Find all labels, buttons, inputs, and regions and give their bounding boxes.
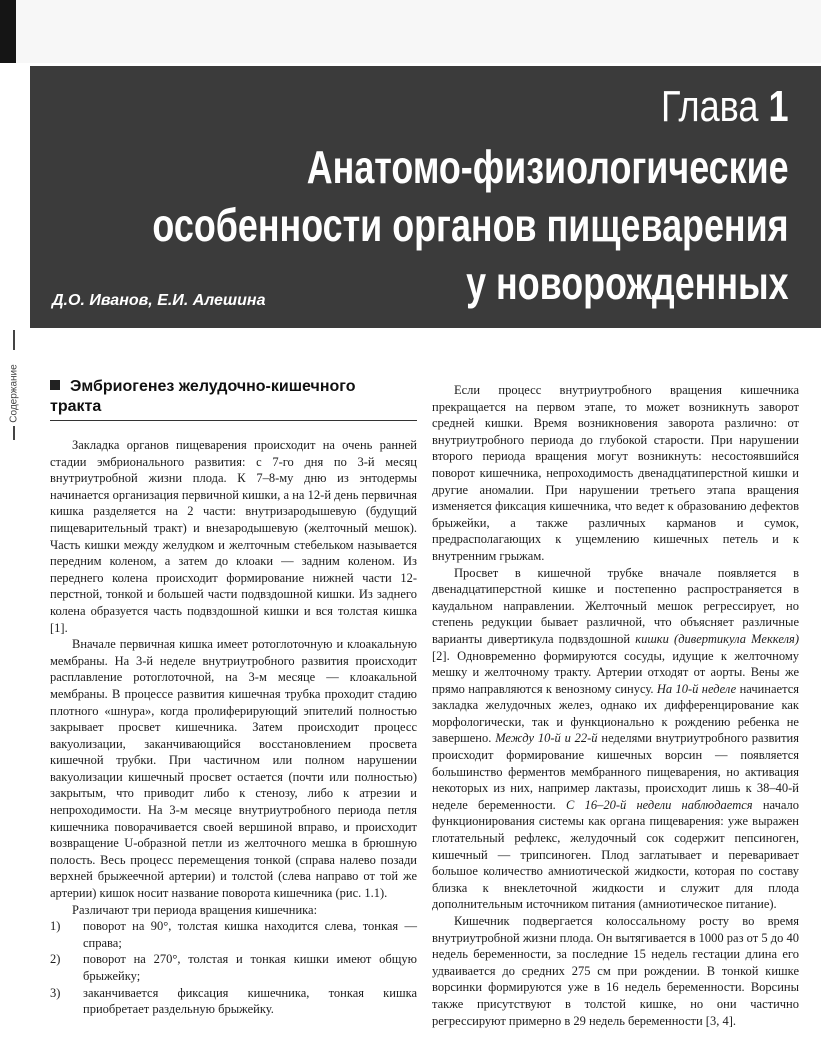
text-run: [2]. Одновременно формируются сосуды, идущие к желточному мешку и желточному тракту. Артерии отходят от аорты. Вены же прямо направляются к венозному синусу. bbox=[432, 648, 799, 696]
list-text: поворот на 90°, толстая кишка находится слева, тонкая — справа; bbox=[83, 919, 417, 950]
side-tab-marker bbox=[13, 330, 15, 350]
chapter-word: Глава bbox=[661, 82, 759, 131]
list-text: заканчивается фиксация кишечника, тонкая кишка приобретает раздельную брыжейку. bbox=[83, 985, 417, 1017]
text-run: Просвет в кишечной трубке вначале появляется в двенадцатиперстной кишке и постепенно распространяется в каудальном направлении. Желточный мешок регрессирует, но степень редукции бывает различной, что объясняет различные варианты дивертикула подвздошной bbox=[432, 565, 799, 646]
list-item bbox=[50, 985, 417, 1018]
side-tab-marker bbox=[13, 426, 15, 440]
chapter-title-line: Анатомо-физиологические bbox=[307, 141, 789, 193]
list-text: поворот на 270°, толстая и тонкая кишки имеют общую брыжейку; bbox=[83, 952, 417, 983]
section-heading bbox=[50, 377, 417, 417]
section-title-line: тракта bbox=[50, 398, 102, 415]
list-number: 2) bbox=[50, 952, 61, 967]
chapter-title bbox=[153, 138, 789, 312]
chapter-label bbox=[661, 82, 789, 132]
paragraph bbox=[432, 565, 799, 913]
rotation-periods-list bbox=[50, 918, 417, 1018]
right-column bbox=[432, 382, 799, 1029]
list-number: 1) bbox=[50, 919, 61, 934]
page-top-margin bbox=[0, 0, 821, 63]
authors: Д.О. Иванов, Е.И. Алешина bbox=[52, 292, 266, 309]
contents-side-tab[interactable] bbox=[8, 330, 20, 440]
section-title-line: Эмбриогенез желудочно-кишечного bbox=[70, 378, 356, 395]
paragraph: Закладка органов пищеварения происходит на очень ранней стадии эмбрионального развития: с 7-го дня по 3-й месяц внутриутробной жизни плода. К 7–8-му дню из энтодермы начинается организация первичной кишки, а на 12-й день первичная кишка разделяется на 2 части: внутризародышевую (будущий пищеварительный тракт) и внезародышевую (желточный мешок). Часть кишки между желудком и желточным стебельком называется передним коленом, а затем до клоаки — задним коленом. Из переднего колена происходит формирование нижней части 12-перстной, тонкой и большей части подвздошной кишки. Из заднего колена образуется часть подвздошной кишки и вся толстая кишка [1]. bbox=[50, 438, 417, 635]
text-run: начало функционирования системы как органа пищеварения: уже выражен глотательный рефлекс, желудочный сок содержит пепсиноген, кишечный — трипсиноген. Плод заглатывает и переваривает большое количество амниотической жидкости, которая по составу близка к внеклеточной жидкости и служит для плода дополнительным источником питания (амниотическое питание). bbox=[432, 797, 799, 912]
paragraph: Если процесс внутриутробного вращения кишечника прекращается на первом этапе, то может возникнуть заворот средней кишки. Время возникновения заворота различно: от внутриутробного периода до глубокой старости. При нарушении второго периода вращения могут возникнуть: несостоявшийся поворот кишечника, непроходимость двенадцатиперстной кишки и другие аномалии. При нарушении третьего этапа вращения изменяется фиксация кишечника, что ведет к образованию дефектов брыжейки, а также различных карманов и сумок, предрасполагающих к ущемлению кишечных петель и к внутренним грыжам. bbox=[432, 383, 799, 563]
text-run: начинается закладка желудочных желез, однако их дифференцирование как морфологически, так и функционально к рождению ребенка не завершено. bbox=[432, 681, 799, 746]
italic-run: Между 10-й и 22-й bbox=[495, 731, 598, 746]
list-intro: Различают три периода вращения кишечника: bbox=[72, 902, 318, 917]
contents-link[interactable]: Содержание bbox=[8, 364, 20, 423]
left-column bbox=[50, 437, 417, 1018]
list-number: 3) bbox=[50, 985, 61, 1000]
chapter-title-line: у новорожденных bbox=[466, 257, 789, 309]
italic-run: С 16–20-й недели наблюдается bbox=[566, 797, 753, 812]
list-item bbox=[50, 918, 417, 951]
list-item bbox=[50, 951, 417, 984]
paragraph: Вначале первичная кишка имеет ротоглоточную и клоакальную мембраны. На 3-й неделе внутриутробного развития происходит расплавление ротоглоточной, на 3-м месяце — клоакальной мембраны. В процессе развития кишечная трубка проходит стадию плотного «шнура», когда пролиферирующий эпителий полностью закрывает просвет кишечника. Затем происходит процесс вакуолизации, заканчивающийся восстановлением просвета кишечной трубки. При частичном или полном нарушении вакуолизации кишечный просвет остается (почти или полностью) закрытым, что приводит либо к стенозу, либо к атрезии и непроходимости. На 3-м месяце внутриутробного периода петля кишечника поворачивается своей вершиной вправо, и происходит возвращение U-образной петли из желточного мешка в брюшную полость. Весь процесс перемещения тонкой (справа налево позади верхней брыжеечной артерии) и толстой (слева направо от той же артерии) кишок носит название поворота кишечника (рис. 1.1). bbox=[50, 637, 417, 901]
section-rule bbox=[50, 420, 417, 421]
italic-run: кишки (дивертикула Меккеля) bbox=[635, 631, 799, 646]
italic-run: На 10-й неделе bbox=[656, 681, 737, 696]
square-bullet-icon bbox=[50, 380, 60, 390]
text-run: неделями внутриутробного развития происходит формирование кишечных ворсин — появляется большинство ферментов мембранного пищеварения, но активация некоторых из них, например лактазы, происходит лишь к 38–40-й неделе беременности. bbox=[432, 731, 799, 812]
chapter-title-line: особенности органов пищеварения bbox=[152, 199, 789, 251]
scan-edge bbox=[0, 0, 16, 63]
chapter-banner bbox=[30, 66, 821, 328]
chapter-number: 1 bbox=[768, 82, 789, 131]
paragraph: Кишечник подвергается колоссальному росту во время внутриутробной жизни плода. Он вытягивается в 1000 раз от 5 до 40 недель беременности, за последние 15 недель гестации длина его удваивается до средних 275 см при рождении. В тонкой кишке ворсинки формируются уже в 16 недель беременности. Ворсины также присутствуют в толстой кишке, но они частично регрессируют примерно в 29 недель беременности [3, 4]. bbox=[432, 914, 799, 1028]
